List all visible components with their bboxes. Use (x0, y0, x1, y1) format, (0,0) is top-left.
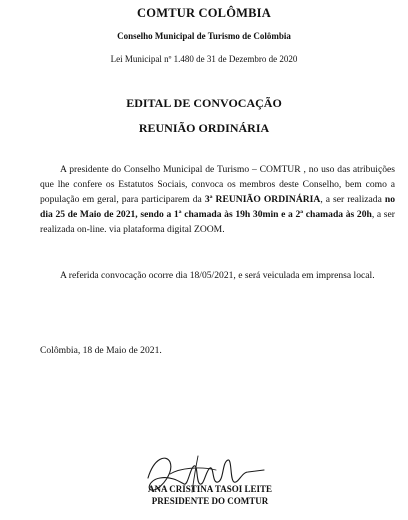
signer-name: ANA CRISTINA TASOI LEITE (148, 484, 272, 494)
document-subtitle: REUNIÃO ORDINÁRIA (138, 121, 270, 135)
signer-role: PRESIDENTE DO COMTUR (151, 496, 269, 506)
meeting-name: 3ª REUNIÃO ORDINÁRIA (204, 194, 321, 205)
organization-full-name: Conselho Municipal de Turismo de Colômbia (117, 31, 291, 41)
organization-name: COMTUR COLÔMBIA (137, 6, 271, 20)
dateline: Colômbia, 18 de Maio de 2021. (40, 345, 162, 356)
convocation-paragraph (40, 162, 395, 237)
paragraph1-text-1: A presidente do Conselho Municipal de Turismo – COMTUR , no uso das atribuições que lhe confere os Estatutos Sociais, convoca os membros deste Conselho, bem como a população em geral, para participarem da (40, 164, 395, 205)
publication-paragraph (40, 268, 395, 283)
document-title: EDITAL DE CONVOCAÇÃO (126, 96, 282, 110)
paragraph1-text-2: , a ser realizada (320, 194, 385, 205)
paragraph2-text: A referida convocação ocorre dia 18/05/2021, e será veiculada em imprensa local. (60, 270, 375, 281)
paragraph1-text-3: , a ser realizada on-line. via plataforma digital ZOOM. (40, 209, 395, 235)
municipal-law: Lei Municipal nº 1.480 de 31 de Dezembro de 2020 (110, 54, 298, 64)
meeting-schedule: no dia 25 de Maio de 2021, sendo a 1ª chamada às 19h 30min e a 2ª chamada às 20h (40, 194, 395, 220)
